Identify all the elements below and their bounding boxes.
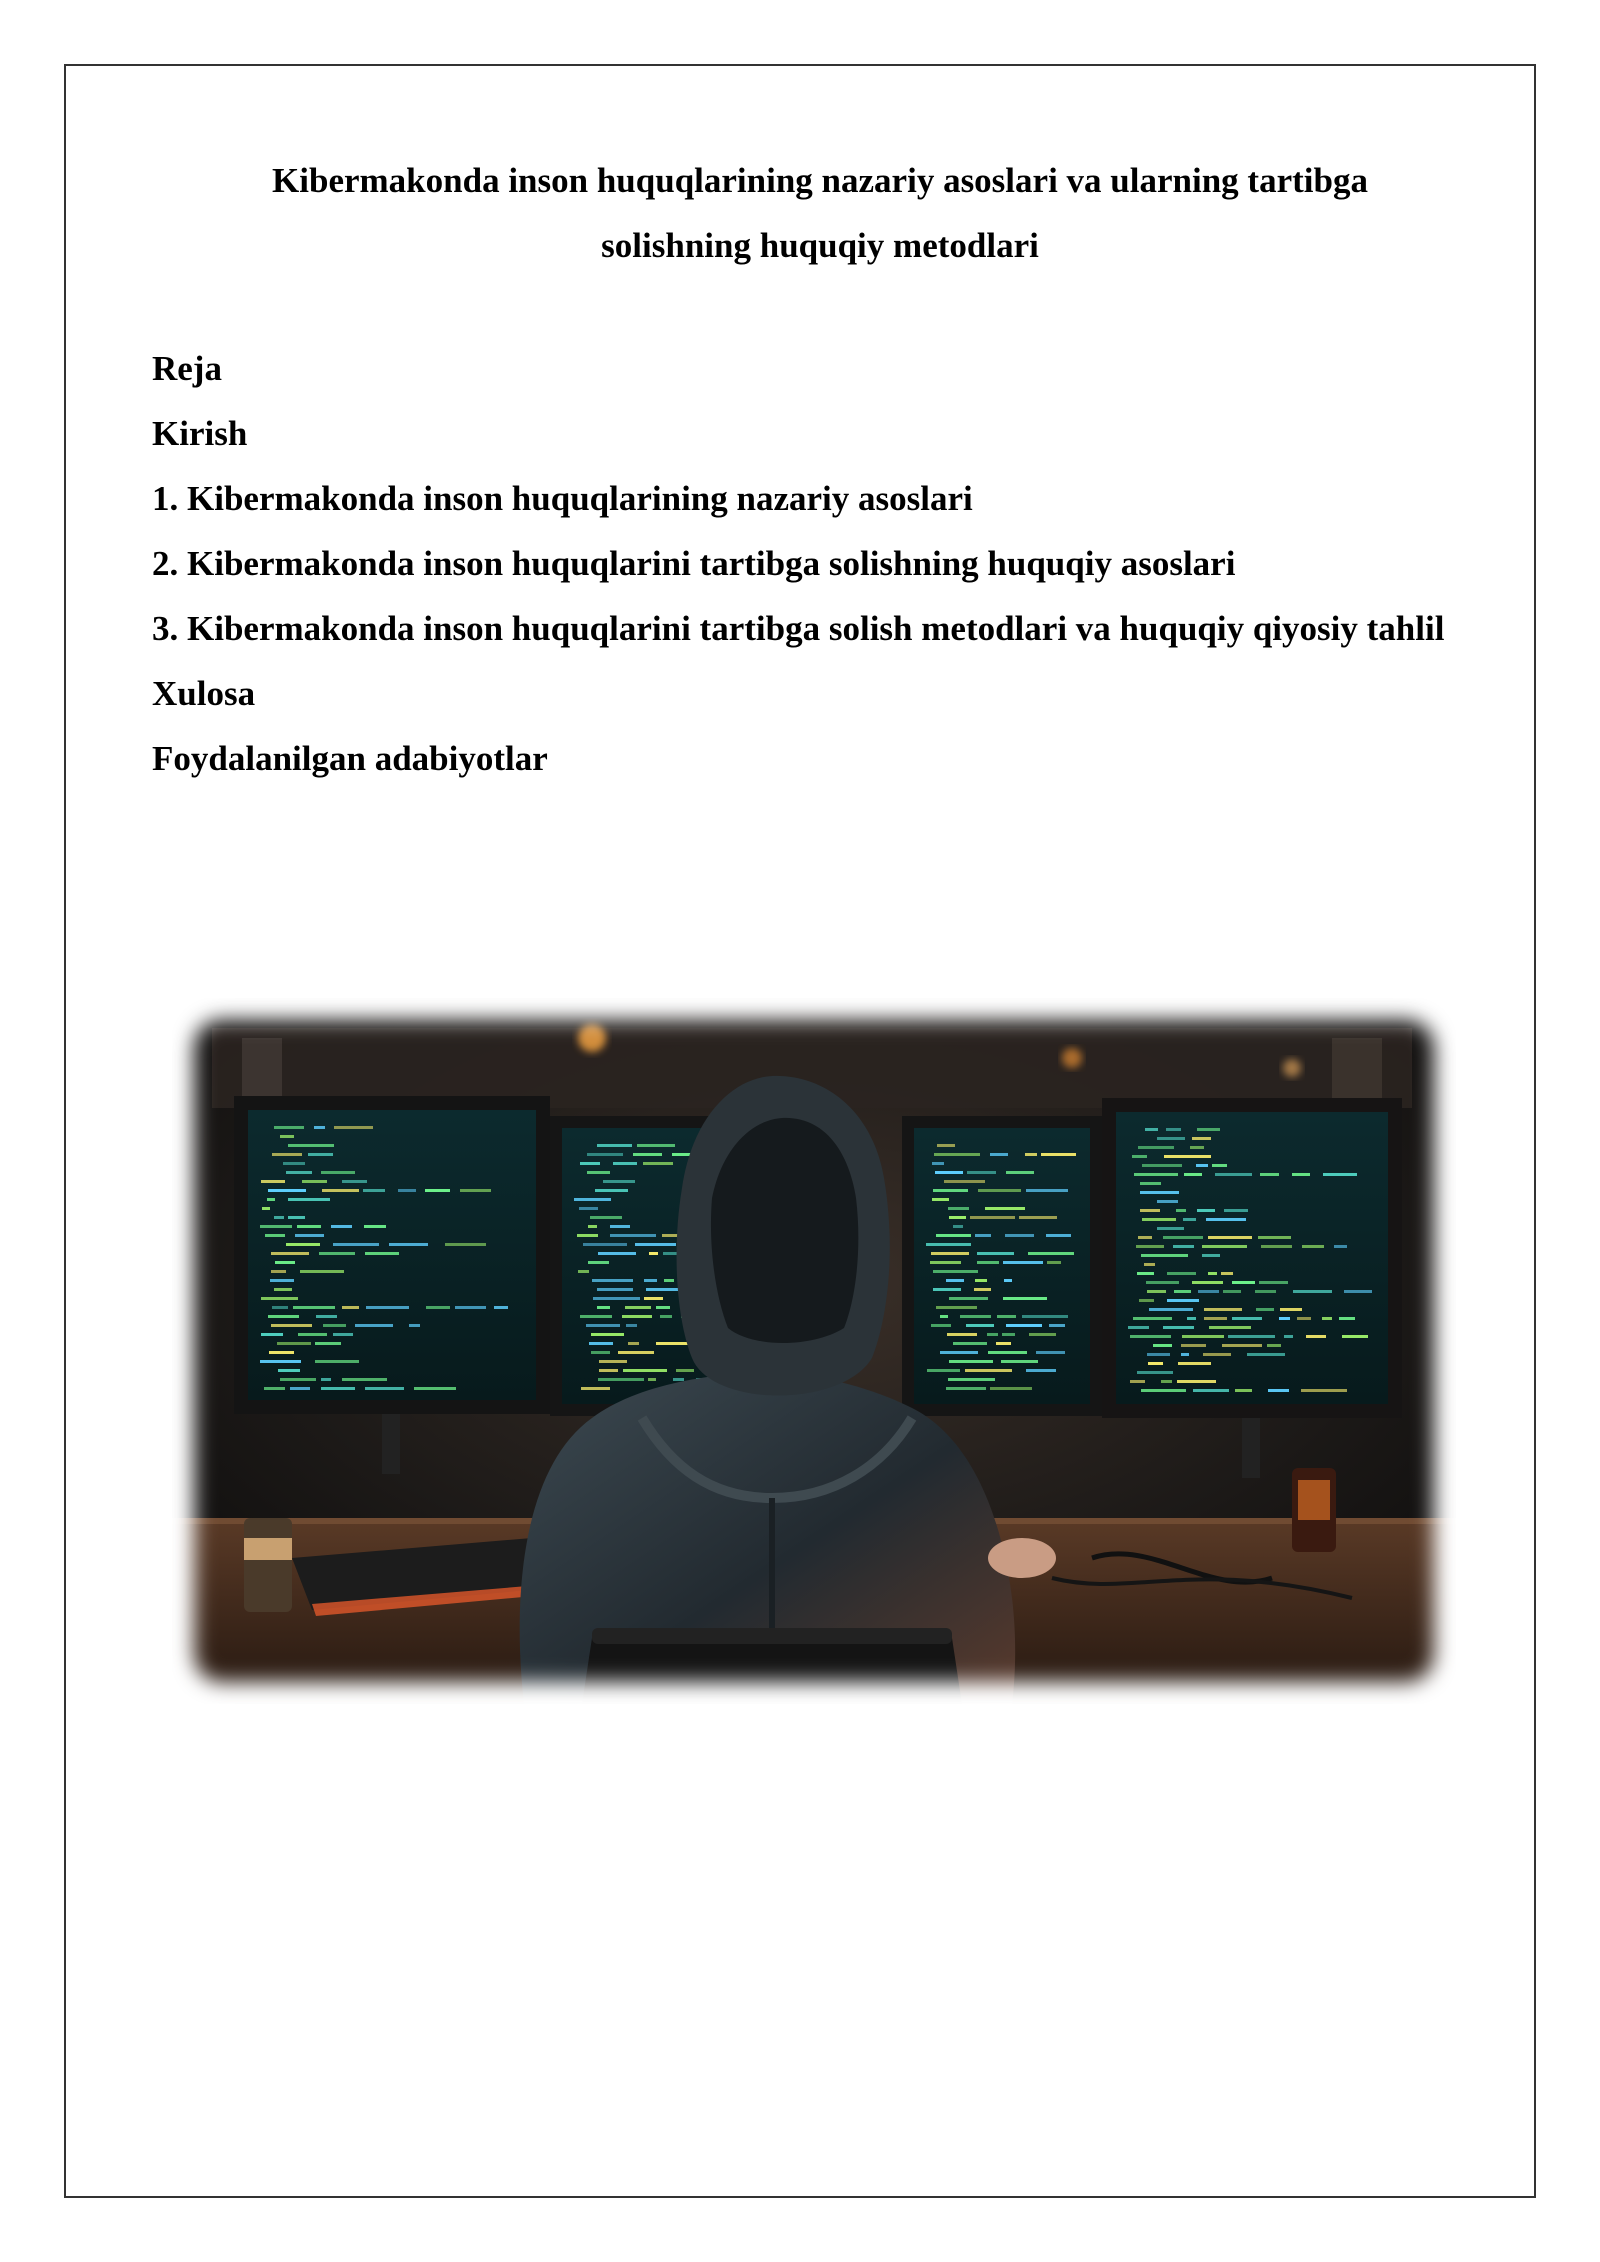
- plan-item: 3. Kibermakonda inson huquqlarini tartibga solish metodlari va huquqiy qiyosiy tahlil: [152, 609, 1445, 648]
- plan-item: 1. Kibermakonda inson huquqlarining nazariy asoslari: [152, 479, 973, 518]
- illustration-scene: [172, 998, 1456, 1704]
- plan-heading: Reja: [152, 349, 222, 388]
- plan-item: Kirish: [152, 414, 248, 453]
- document-title: Kibermakonda inson huquqlarining nazariy asoslari va ularning tartibga solishning huquqiy metodlari: [272, 161, 1368, 265]
- plan-section: [152, 336, 1486, 791]
- hacker-illustration: [172, 998, 1456, 1704]
- plan-item: Xulosa: [152, 674, 256, 713]
- plan-item: Foydalanilgan adabiyotlar: [152, 739, 548, 778]
- plan-item: 2. Kibermakonda inson huquqlarini tartibga solishning huquqiy asoslari: [152, 544, 1236, 583]
